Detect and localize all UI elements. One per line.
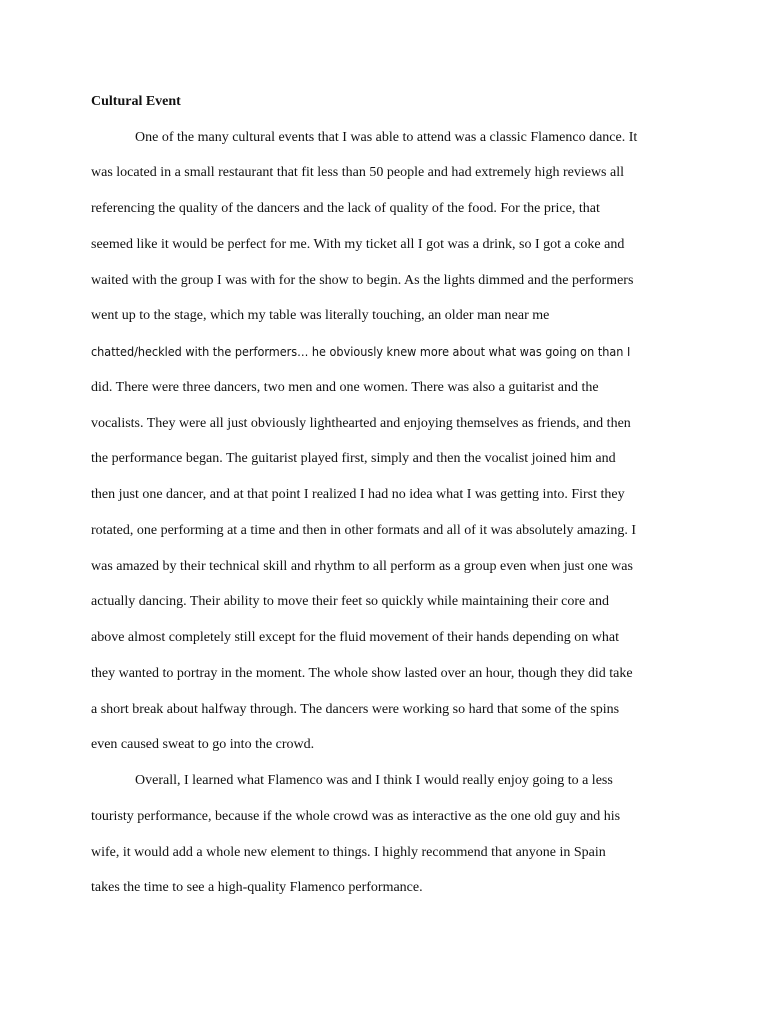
paragraph-1-line-5: waited with the group I was with for the show to begin. As the lights dimmed and the performers	[91, 273, 634, 288]
document-title: Cultural Event	[91, 94, 181, 109]
paragraph-1-line-11: then just one dancer, and at that point I realized I had no idea what I was getting into. First they	[91, 487, 625, 502]
paragraph-2-line-3: wife, it would add a whole new element to things. I highly recommend that anyone in Spain	[91, 845, 606, 860]
paragraph-1-line-15: above almost completely still except for the fluid movement of their hands depending on what	[91, 630, 619, 645]
paragraph-1-line-8: did. There were three dancers, two men and one women. There was also a guitarist and the	[91, 380, 599, 395]
paragraph-2-line-1: Overall, I learned what Flamenco was and I think I would really enjoy going to a less	[135, 773, 613, 788]
paragraph-1-line-2: was located in a small restaurant that fit less than 50 people and had extremely high reviews all	[91, 165, 624, 180]
paragraph-2-line-4: takes the time to see a high-quality Flamenco performance.	[91, 880, 423, 895]
paragraph-1-line-17: a short break about halfway through. The dancers were working so hard that some of the spins	[91, 702, 620, 717]
paragraph-1-line-12: rotated, one performing at a time and then in other formats and all of it was absolutely amazing. I	[91, 523, 637, 538]
paragraph-1-line-10: the performance began. The guitarist played first, simply and then the vocalist joined him and	[91, 451, 616, 466]
paragraph-1-line-6: went up to the stage, which my table was literally touching, an older man near me	[91, 308, 550, 323]
paragraph-1-line-4: seemed like it would be perfect for me. With my ticket all I got was a drink, so I got a coke and	[91, 237, 625, 252]
paragraph-2-line-2: touristy performance, because if the whole crowd was as interactive as the one old guy and his	[91, 809, 621, 824]
paragraph-1-line-1: One of the many cultural events that I was able to attend was a classic Flamenco dance. It	[135, 130, 638, 145]
paragraph-1-line-14: actually dancing. Their ability to move their feet so quickly while maintaining their core and	[91, 594, 609, 609]
paragraph-1-line-3: referencing the quality of the dancers and the lack of quality of the food. For the price, that	[91, 201, 600, 216]
paragraph-1-line-9: vocalists. They were all just obviously lighthearted and enjoying themselves as friends, and then	[91, 416, 631, 431]
paragraph-1-line-16: they wanted to portray in the moment. The whole show lasted over an hour, though they did take	[91, 666, 633, 681]
paragraph-1-line-18: even caused sweat to go into the crowd.	[91, 737, 315, 752]
paragraph-1-line-13: was amazed by their technical skill and rhythm to all perform as a group even when just one was	[91, 559, 633, 574]
paragraph-1-line-7: chatted/heckled with the performers… he obviously knew more about what was going on than I	[91, 344, 631, 359]
